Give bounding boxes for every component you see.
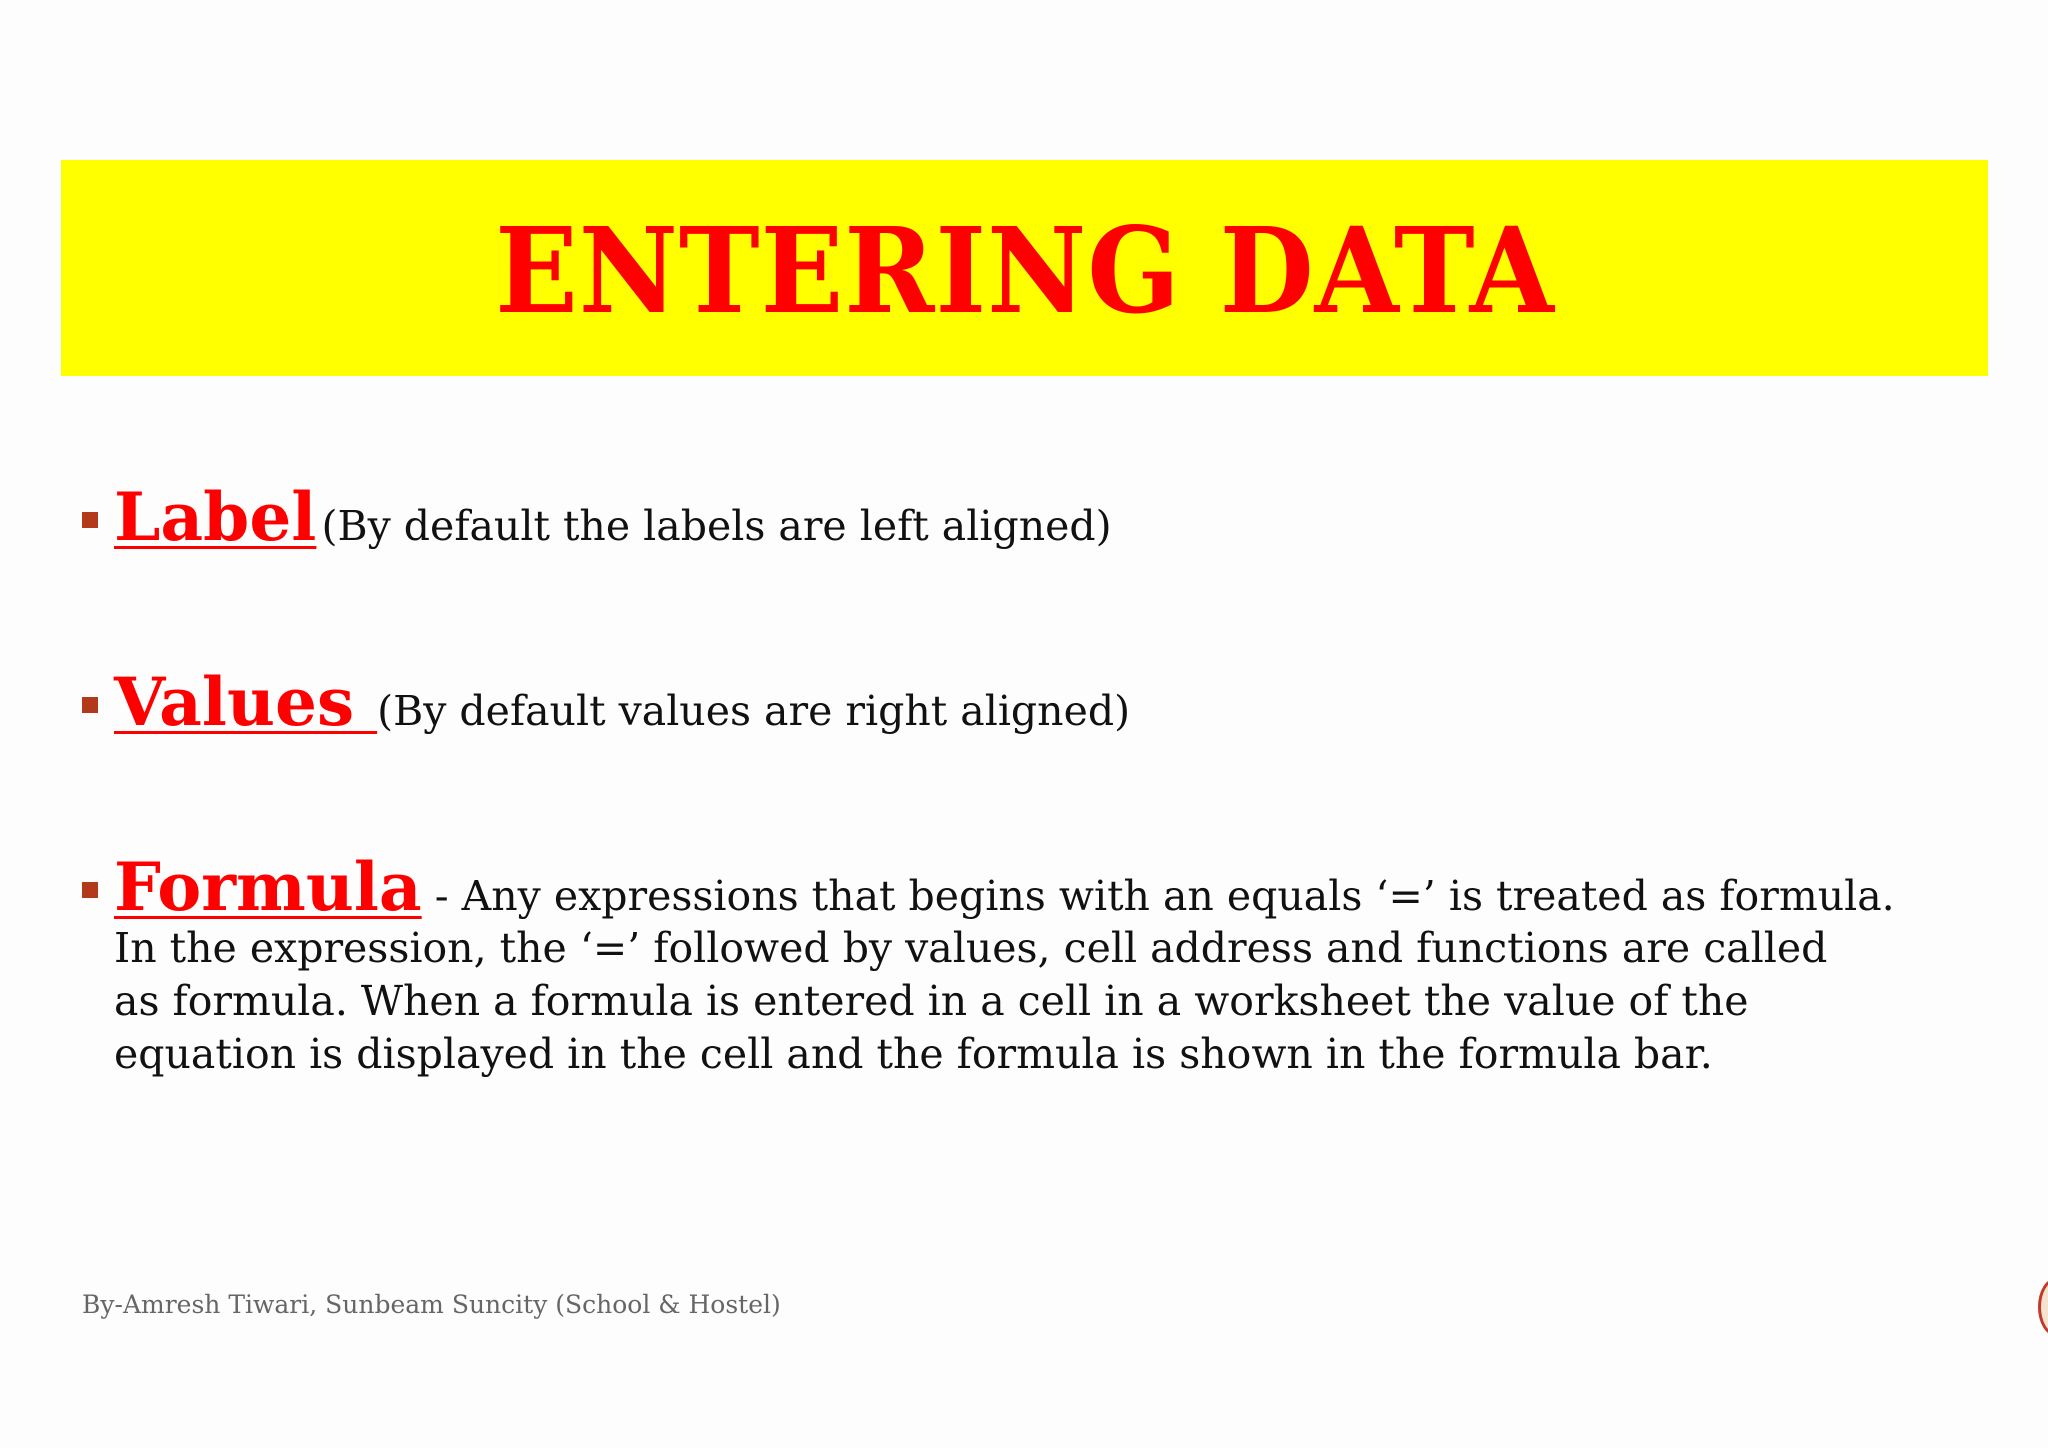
bullet-line: [114, 478, 1112, 556]
slide-title: ENTERING DATA: [494, 200, 1555, 340]
square-bullet-icon: [82, 697, 98, 713]
square-bullet-icon: [82, 882, 98, 898]
term-description: (By default the labels are left aligned): [321, 502, 1112, 550]
term-description: (By default values are right aligned): [377, 687, 1131, 735]
paragraph-line: as formula. When a formula is entered in a cell in a worksheet the value of the: [114, 977, 1749, 1025]
footer-credit: By-Amresh Tiwari, Sunbeam Suncity (School & Hostel): [82, 1290, 781, 1319]
term-formula: Formula: [114, 848, 422, 926]
school-logo-icon: [2038, 1278, 2048, 1336]
bullet-line: [114, 663, 1130, 741]
bullet-line: [114, 848, 1895, 926]
term-label: Label: [114, 478, 317, 556]
term-description: - Any expressions that begins with an equals ‘=’ is treated as formula.: [421, 872, 1895, 920]
square-bullet-icon: [82, 512, 98, 528]
term-values: Values: [114, 663, 378, 741]
formula-paragraph: [114, 922, 1994, 1081]
paragraph-line: In the expression, the ‘=’ followed by values, cell address and functions are called: [114, 924, 1828, 972]
title-banner: [61, 160, 1988, 376]
paragraph-line: equation is displayed in the cell and the formula is shown in the formula bar.: [114, 1030, 1713, 1078]
